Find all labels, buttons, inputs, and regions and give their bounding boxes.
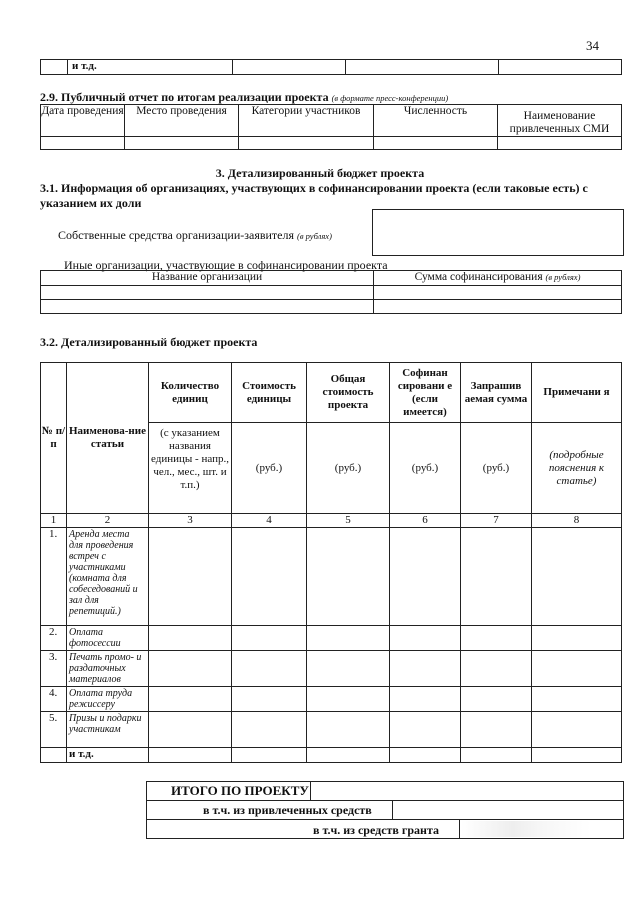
header-num: № п/п <box>41 363 67 514</box>
table-row <box>41 687 622 712</box>
total-cost-rub: (руб.) <box>307 423 390 514</box>
header-notes: Примечани я <box>532 363 622 423</box>
attracted-divider <box>392 801 393 819</box>
public-report-table <box>40 104 622 150</box>
continuation-table <box>40 59 622 75</box>
table-row <box>41 626 622 651</box>
header-qty: Количество единиц <box>149 363 232 423</box>
other-orgs-label: Иные организации, участвующие в софинансировании проекта <box>64 258 388 272</box>
table-row <box>41 528 622 626</box>
attracted-row <box>146 800 624 819</box>
grant-row <box>146 819 624 839</box>
table-row <box>41 651 622 687</box>
row-item: Оплата фотосессии <box>67 626 149 651</box>
section-2-9-title: 2.9. Публичный отчет по итогам реализации проекта (в формате пресс-конференции) <box>40 90 449 104</box>
header-place: Место проведения <box>125 105 239 137</box>
table-row <box>41 748 622 763</box>
header-total-cost: Общая стоимость проекта <box>307 363 390 423</box>
cofinancing-rub: (руб.) <box>390 423 461 514</box>
col-number: 7 <box>461 514 532 528</box>
header-item: Наименова-ние статьи <box>67 363 149 514</box>
header-cofinancing: Софинан сировани е (если имеется) <box>390 363 461 423</box>
row-item: и т.д. <box>67 748 149 763</box>
section-2-9-note: (в формате пресс-конференции) <box>331 93 449 103</box>
section-3-title: 3. Детализированный бюджет проекта <box>215 166 425 180</box>
budget-table <box>40 362 622 763</box>
table-row <box>41 712 622 748</box>
total-label: ИТОГО ПО ПРОЕКТУ <box>171 783 309 798</box>
cofinancing-table <box>40 270 622 314</box>
grant-divider <box>459 820 460 838</box>
row-num: 5. <box>41 712 67 748</box>
row-item: Оплата труда режиссеру <box>67 687 149 712</box>
header-date: Дата проведения <box>41 105 125 137</box>
own-funds-box <box>372 209 624 256</box>
row-num: 3. <box>41 651 67 687</box>
total-row <box>146 781 624 800</box>
header-categories: Категории участников <box>239 105 374 137</box>
header-unit-price: Стоимость единицы <box>232 363 307 423</box>
header-org-name: Название организации <box>41 271 374 286</box>
row-num: 1. <box>41 528 67 626</box>
unit-price-rub: (руб.) <box>232 423 307 514</box>
grant-label: в т.ч. из средств гранта <box>313 823 439 837</box>
row-item: Призы и подарки участникам <box>67 712 149 748</box>
row-item: Печать промо- и раздаточных материалов <box>67 651 149 687</box>
row-num: 4. <box>41 687 67 712</box>
requested-rub: (руб.) <box>461 423 532 514</box>
col-number: 1 <box>41 514 67 528</box>
col-number: 2 <box>67 514 149 528</box>
col-number: 5 <box>307 514 390 528</box>
row-num <box>41 748 67 763</box>
row-num: 2. <box>41 626 67 651</box>
qty-note: (с указанием названия единицы - напр., чел., мес., шт. и т.п.) <box>149 423 232 514</box>
page-number: 34 <box>586 38 599 53</box>
col-number: 4 <box>232 514 307 528</box>
header-requested: Запрашив аемая сумма <box>461 363 532 423</box>
total-divider <box>310 782 311 800</box>
col-number: 6 <box>390 514 461 528</box>
cofin-sum-note: (в рублях) <box>545 272 581 282</box>
col-number: 8 <box>532 514 622 528</box>
etc-row-label: и т.д. <box>68 60 233 75</box>
col-number: 3 <box>149 514 232 528</box>
header-media: Наименование привлеченных СМИ <box>498 105 622 137</box>
row-item: Аренда места для проведения встреч с участниками (комната для собеседований и зал для репетиций.) <box>67 528 149 626</box>
header-count: Численность <box>374 105 498 137</box>
own-funds-note: (в рублях) <box>297 231 332 241</box>
notes-detail: (подробные пояснения к статье) <box>532 423 622 514</box>
header-cofin-sum: Сумма софинансирования (в рублях) <box>374 271 622 286</box>
own-funds-label: Собственные средства организации-заявителя (в рублях) <box>58 228 332 242</box>
attracted-label: в т.ч. из привлеченных средств <box>203 803 372 817</box>
section-3-2-title: 3.2. Детализированный бюджет проекта <box>40 335 258 349</box>
grant-shaded-cell <box>461 821 591 837</box>
section-3-1-title: 3.1. Информация об организациях, участвующих в софинансировании проекта (если таковые есть) с указанием их доли <box>40 181 588 210</box>
